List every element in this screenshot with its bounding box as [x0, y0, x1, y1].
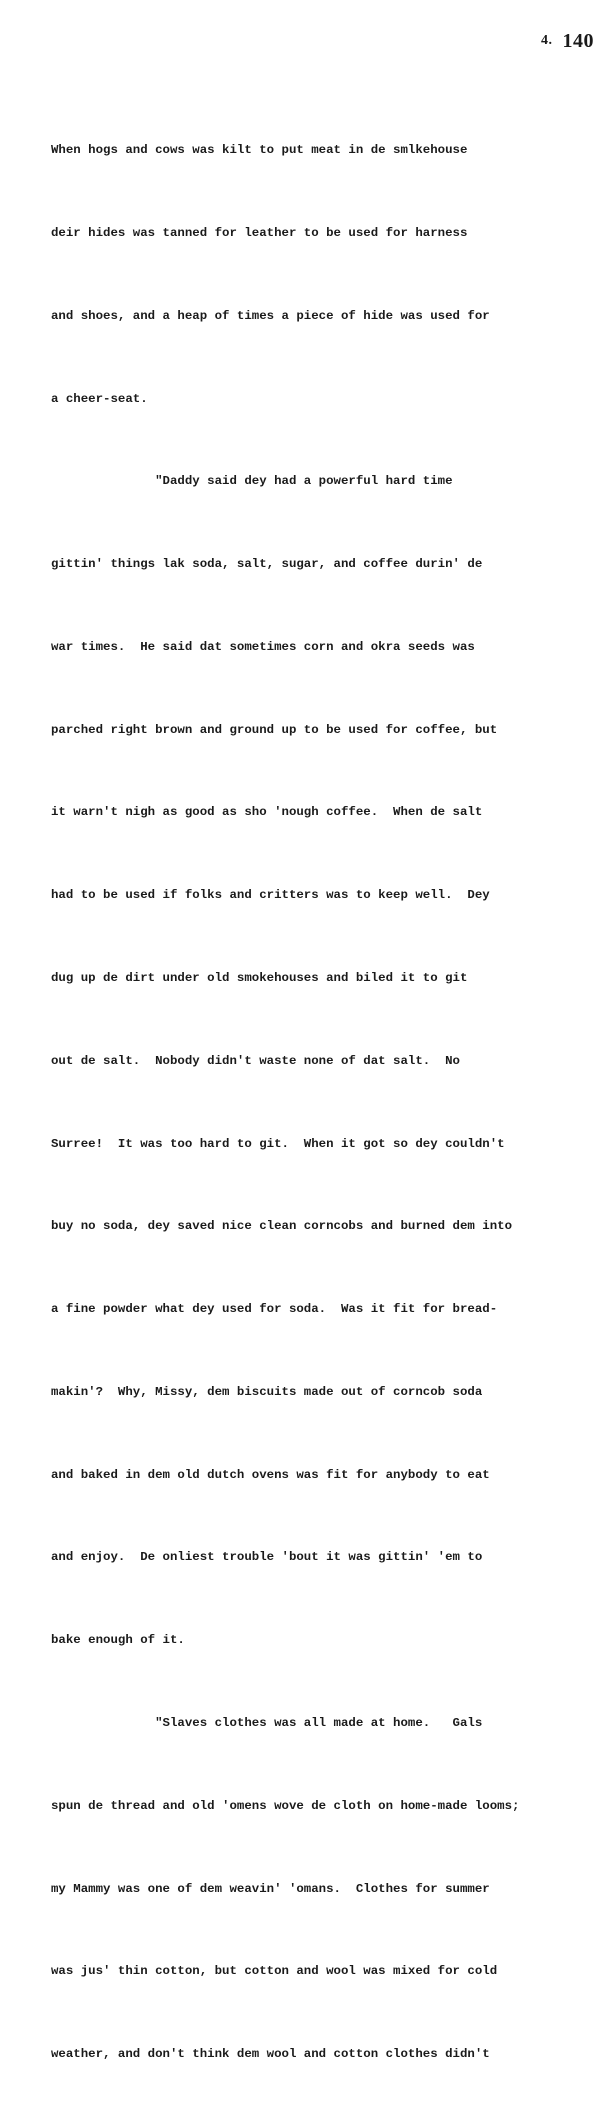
- body-text: [51, 82, 596, 2124]
- text-line: Surree! It was too hard to git. When it got so dey couldn't: [51, 1136, 505, 1151]
- text-line: out de salt. Nobody didn't waste none of dat salt. No: [51, 1053, 460, 1068]
- page-number: [541, 30, 594, 53]
- text-line: and enjoy. De onliest trouble 'bout it was gittin' 'em to: [51, 1550, 483, 1565]
- text-line: bake enough of it.: [51, 1633, 185, 1648]
- text-line: war times. He said dat sometimes corn and okra seeds was: [51, 639, 475, 654]
- text-line: had to be used if folks and critters was to keep well. Dey: [51, 888, 490, 903]
- text-line: spun de thread and old 'omens wove de cloth on home-made looms;: [51, 1798, 520, 1813]
- text-line: parched right brown and ground up to be used for coffee, but: [51, 722, 498, 737]
- text-line: and shoes, and a heap of times a piece of hide was used for: [51, 308, 490, 323]
- text-line: it warn't nigh as good as sho 'nough coffee. When de salt: [51, 805, 483, 820]
- text-line: "Daddy said dey had a powerful hard time: [51, 474, 453, 489]
- text-line: gittin' things lak soda, salt, sugar, and coffee durin' de: [51, 557, 483, 572]
- text-line: When hogs and cows was kilt to put meat in de smlkehouse: [51, 143, 468, 158]
- section-number: 4.: [541, 33, 553, 48]
- text-line: weather, and don't think dem wool and cotton clothes didn't: [51, 2047, 490, 2062]
- text-line: my Mammy was one of dem weavin' 'omans. Clothes for summer: [51, 1881, 490, 1896]
- text-line: "Slaves clothes was all made at home. Gals: [51, 1716, 483, 1731]
- text-line: deir hides was tanned for leather to be used for harness: [51, 225, 468, 240]
- text-line: was jus' thin cotton, but cotton and wool was mixed for cold: [51, 1964, 498, 1979]
- text-line: buy no soda, dey saved nice clean corncobs and burned dem into: [51, 1219, 513, 1234]
- text-line: and baked in dem old dutch ovens was fit for anybody to eat: [51, 1467, 490, 1482]
- text-line: dug up de dirt under old smokehouses and biled it to git: [51, 971, 468, 985]
- page-number-value: 140: [562, 30, 594, 52]
- text-line: a fine powder what dey used for soda. Was it fit for bread-: [51, 1302, 498, 1317]
- text-line: makin'? Why, Missy, dem biscuits made out of corncob soda: [51, 1384, 483, 1399]
- text-line: a cheer-seat.: [51, 391, 148, 406]
